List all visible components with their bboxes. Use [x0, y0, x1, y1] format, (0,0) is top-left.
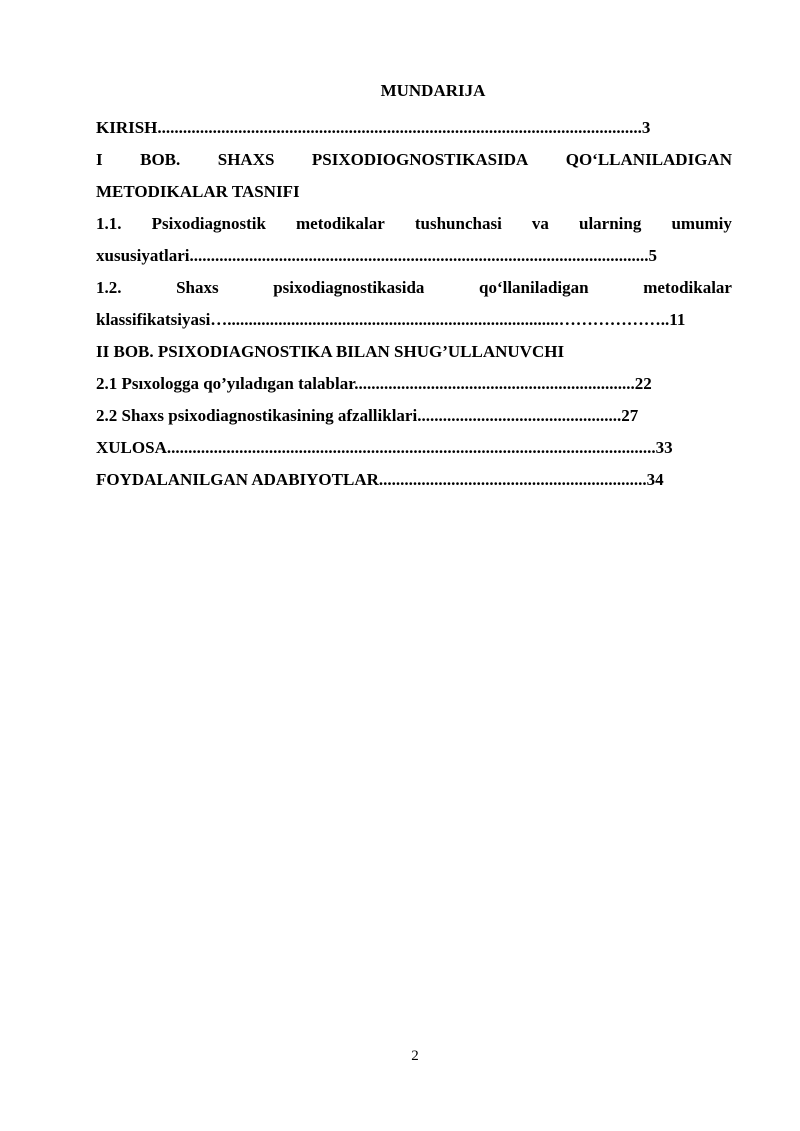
toc-word: SHAXS [217, 150, 275, 169]
toc-entry-chapter-1 [96, 144, 732, 176]
toc-word: Shaxs [176, 278, 219, 297]
toc-word: 1.2. [96, 278, 122, 297]
toc-entry-xulosa: XULOSA...................................................................................................................33 [96, 438, 673, 457]
toc-entry-section-2-1: 2.1 Psıxologga qo’yıladıgan talablar..................................................................22 [96, 374, 652, 393]
toc-word: va [531, 214, 549, 233]
toc-word: QO‘LLANILADIGAN [565, 150, 732, 169]
toc-entry-adabiyotlar: FOYDALANILGAN ADABIYOTLAR...............................................................34 [96, 470, 664, 489]
toc-word: Psixodiagnostik [151, 214, 266, 233]
page-number: 2 [411, 1048, 419, 1064]
toc-entry-section-1-1 [96, 208, 732, 240]
toc-word: ularning [579, 214, 642, 233]
toc-word: 1.1. [96, 214, 122, 233]
toc-entry-kirish: KIRISH..................................................................................................................3 [96, 118, 651, 137]
toc-word: metodikalar [643, 278, 732, 297]
toc-word: tushunchasi [414, 214, 502, 233]
toc-word: PSIXODIOGNOSTIKASIDA [311, 150, 529, 169]
toc-entry-chapter-1-cont: METODIKALAR TASNIFI [96, 182, 300, 201]
toc-entry-chapter-2: II BOB. PSIXODIAGNOSTIKA BILAN SHUG’ULLANUVCHI [96, 342, 565, 361]
toc-word: BOB. [140, 150, 181, 169]
toc-entry-section-2-2: 2.2 Shaxs psixodiagnostikasining afzalliklari................................................27 [96, 406, 639, 425]
toc-entry-section-1-1-cont: xususiyatlari............................................................................................................5 [96, 246, 658, 265]
toc-word: I [96, 150, 103, 169]
page-title: MUNDARIJA [380, 81, 486, 100]
toc-entry-section-1-2-cont: klassifikatsiyasi…..............................................................................………………..11 [96, 310, 686, 329]
toc-entry-section-1-2 [96, 272, 732, 304]
toc-word: qo‘llaniladigan [479, 278, 589, 297]
toc-word: metodikalar [296, 214, 385, 233]
toc-word: umumiy [671, 214, 732, 233]
toc-word: psixodiagnostikasida [273, 278, 425, 297]
table-of-contents [96, 112, 732, 496]
